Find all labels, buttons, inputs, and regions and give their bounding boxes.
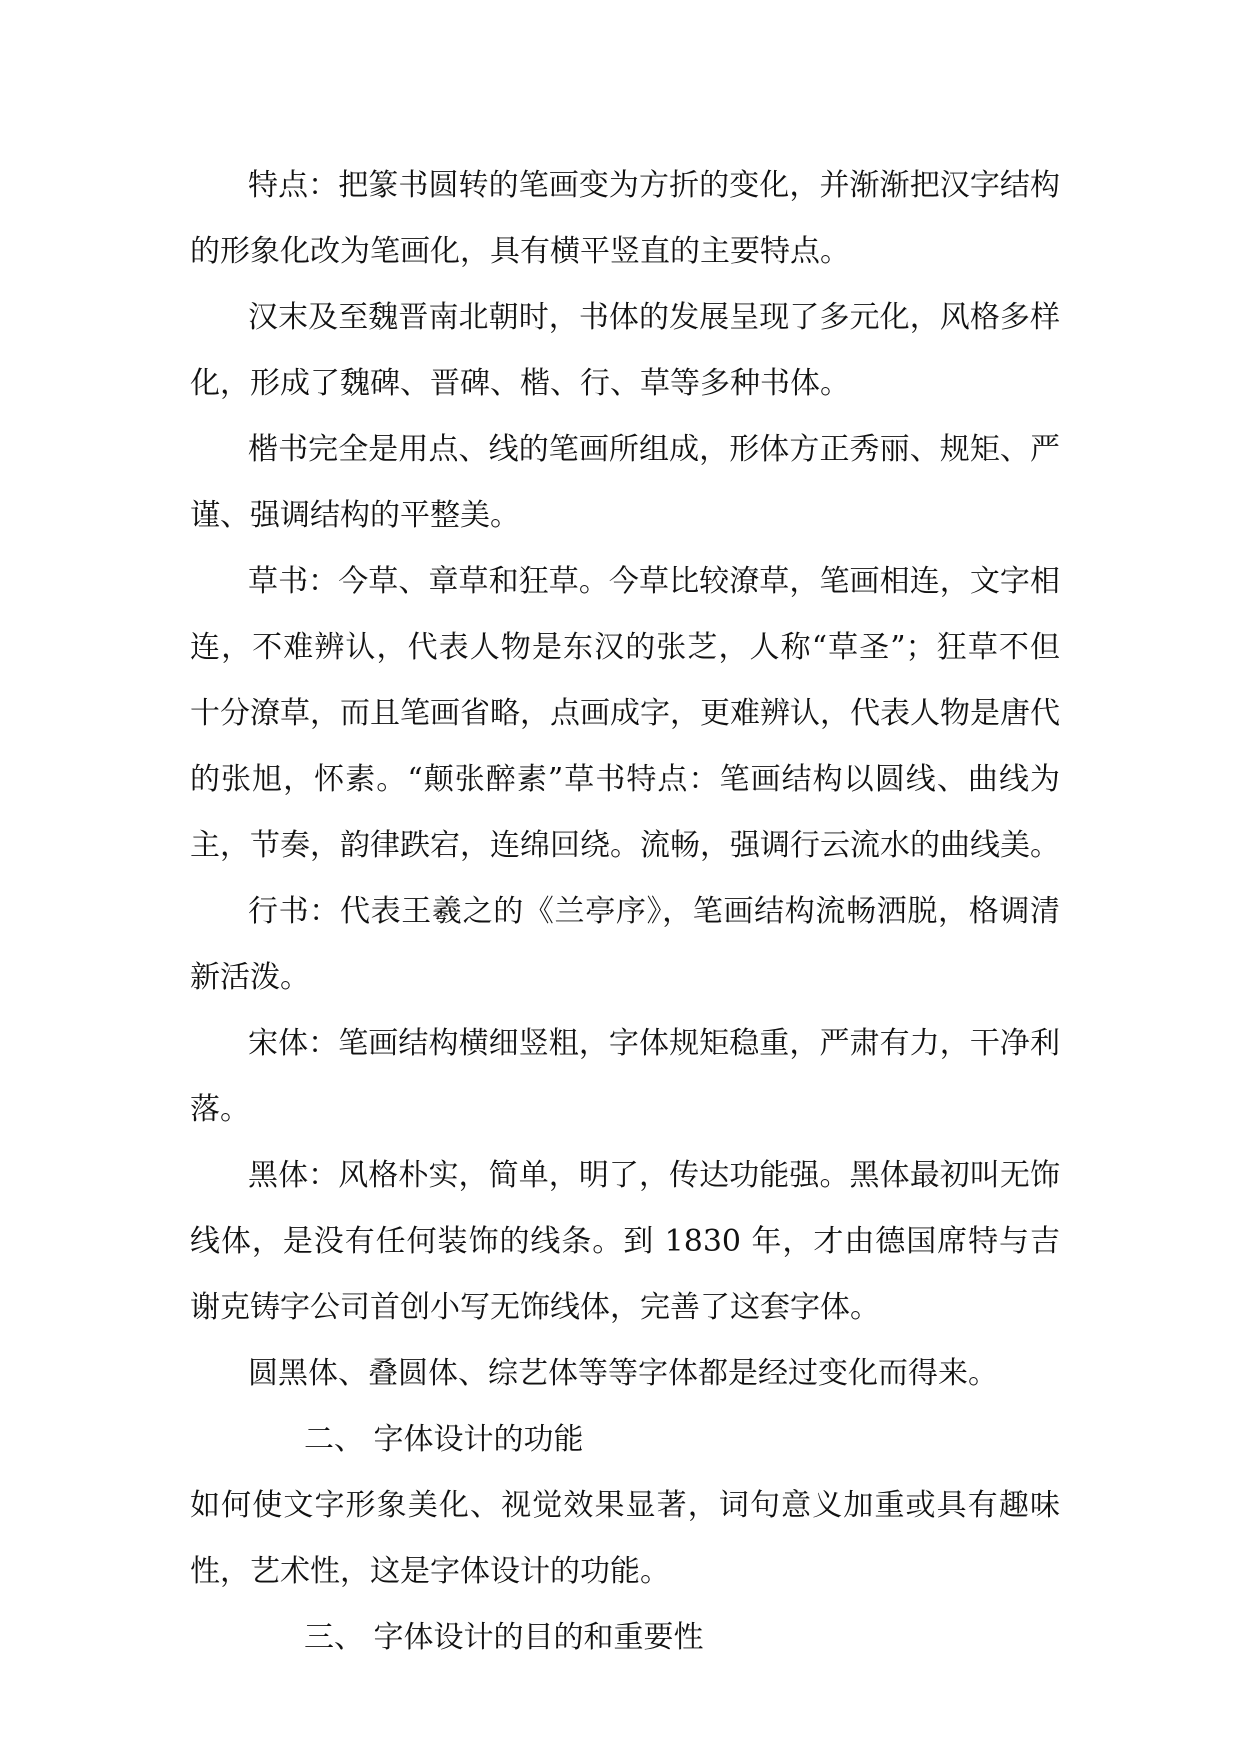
paragraph-xingshu: 行书：代表王羲之的《兰亭序》，笔画结构流畅洒脱，格调清新活泼。 [190,894,1060,995]
paragraph-heiti: 黑体：风格朴实，简单，明了，传达功能强。黑体最初叫无饰线体，是没有任何装饰的线条。到 1830 年，才由德国席特与吉谢克铸字公司首创小写无饰线体，完善了这套字体。 [190,1158,1060,1325]
paragraph-weijin-styles: 汉末及至魏晋南北朝时，书体的发展呈现了多元化，风格多样化，形成了魏碑、晋碑、楷、行、草等多种书体。 [190,300,1060,401]
section-heading-function: 二、 字体设计的功能 [304,1422,584,1457]
paragraph-caoshu: 草书：今草、章草和狂草。今草比较潦草，笔画相连，文字相连，不难辨认，代表人物是东汉的张芝，人称“草圣”；狂草不但十分潦草，而且笔画省略，点画成字，更难辨认，代表人物是唐代的张旭，怀素。“颠张醉素”草书特点：笔画结构以圆线、曲线为主，节奏，韵律跌宕，连绵回绕。流畅，强调行云流水的曲线美。 [190,564,1060,863]
paragraph-songti: 宋体：笔画结构横细竖粗，字体规矩稳重，严肃有力，干净利落。 [190,1026,1060,1127]
paragraph-function: 如何使文字形象美化、视觉效果显著，词句意义加重或具有趣味性，艺术性，这是字体设计的功能。 [190,1488,1060,1589]
section-heading-purpose: 三、 字体设计的目的和重要性 [304,1620,704,1655]
document-body [190,153,1060,1671]
paragraph-kaishu: 楷书完全是用点、线的笔画所组成，形体方正秀丽、规矩、严谨、强调结构的平整美。 [190,432,1060,533]
paragraph-derived-fonts: 圆黑体、叠圆体、综艺体等等字体都是经过变化而得来。 [248,1356,998,1391]
paragraph-lishu-features: 特点：把篆书圆转的笔画变为方折的变化，并渐渐把汉字结构的形象化改为笔画化，具有横平竖直的主要特点。 [190,168,1060,269]
